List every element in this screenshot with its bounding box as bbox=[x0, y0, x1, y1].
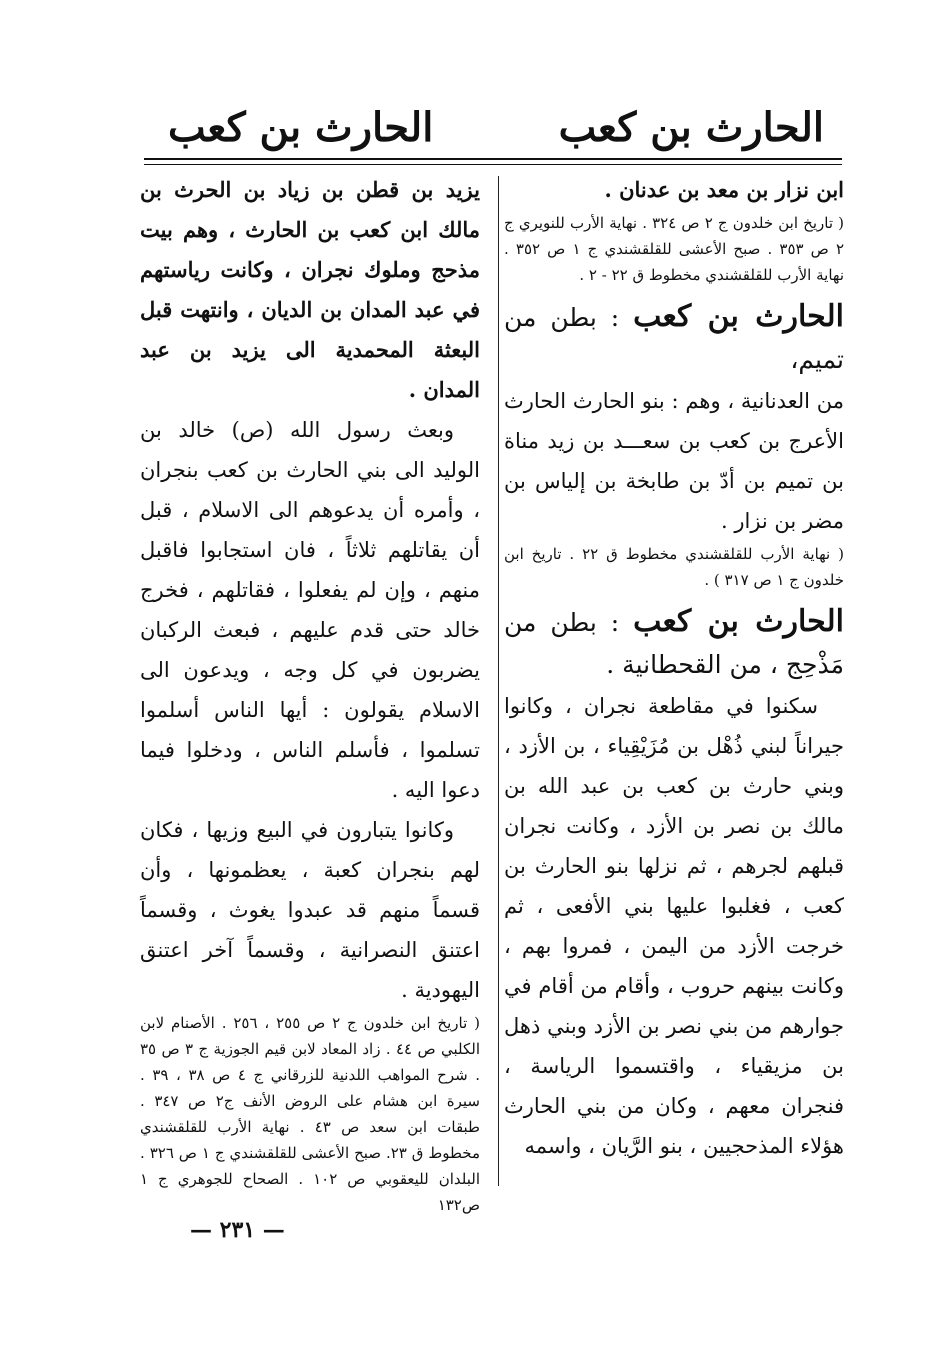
left-paragraph-2: وبعث رسول الله (ص) خالد بن الوليد الى بني الحارث بن كعب بنجران ، وأمره أن يدعوهم الى الاسلام ، قبل أن يقاتلهم ثلاثاً ، فان استجابوا فاقبل منهم ، وإن لم يفعلوا ، فقاتلهم ، فخرج خالد حتى قدم عليهم ، فبعث الركبان يضربون في كل وجه ، ويدعون الى الاسلام يقولون : أيها الناس أسلموا تسلموا ، فأسلم الناس ، ودخلوا فيما دعوا اليه . bbox=[140, 418, 480, 802]
entry-3-text: سكنوا في مقاطعة نجران ، وكانوا جيراناً لبني ذُهْل بن مُزَيْقِياء ، بن الأزد ، وبني حارث بن كعب بن عبد الله بن مالك بن نصر بن الأزد ، وكانت نجران قبلهم لجرهم ، ثم نزلها بنو الحارث بن كعب ، فغلبوا عليها بني الأفعى ، ثم خرجت الأزد من اليمن ، فمروا بهم ، وكانت بينهم حروب ، وأقام من أقام في جوارهم من بني نصر بن الأزد وبني ذهل بن مزيقياء ، واقتسموا الرياسة ، فنجران معهم ، وكان من بني الحارث هؤلاء المذحجيين ، بنو الرَّيان ، واسمه bbox=[504, 694, 844, 1158]
entry-2-footnote: ( نهاية الأرب للقلقشندي مخطوط ق ٢٢ . تاريخ ابن خلدون ج ١ ص ٣١٧ ) . bbox=[504, 545, 844, 589]
right-column bbox=[504, 170, 844, 1166]
left-column bbox=[140, 170, 480, 1224]
entry-2-heading bbox=[504, 296, 844, 381]
running-header-left: الحارث بن كعب bbox=[168, 104, 434, 151]
entry-2-descriptor: : بطن من تميم، bbox=[504, 303, 844, 374]
column-divider bbox=[498, 176, 499, 1186]
entry-1-continuation: ابن نزار بن معد بن عدنان . bbox=[604, 177, 844, 202]
left-footnote: ( تاريخ ابن خلدون ج ٢ ص ٢٥٥ ، ٢٥٦ . الأصنام لابن الكلبي ص ٤٤ . زاد المعاد لابن قيم الجوزية ج ٣ ص ٣٥ . شرح المواهب اللدنية للزرقاني ج ٤ ص ٣٨ ، ٣٩ . سيرة ابن هشام على الروض الأنف ج٢ ص ٣٤٧ . طبقات ابن سعد ص ٤٣ . نهاية الأرب للقلقشندي مخطوط ق ٢٣. صبح الأعشى للقلقشندي ج ١ ص ٣٢٦ . البلدان لليعقوبي ص ١٠٢ . الصحاح للجوهري ج ١ ص١٣٢ bbox=[140, 1014, 481, 1214]
running-header-right: الحارث بن كعب bbox=[558, 104, 824, 151]
entry-1-footnote: ( تاريخ ابن خلدون ج ٢ ص ٣٢٤ . نهاية الأرب للنويري ج ٢ ص ٣٥٣ . صبح الأعشى للقلقشندي ج ١ ص ٣٥٢ . نهاية الأرب للقلقشندي مخطوط ق ٢٢ - ٢ . bbox=[504, 214, 845, 284]
page-number: — ٢٣١ — bbox=[190, 1217, 285, 1243]
left-paragraph-3: وكانوا يتبارون في البيع وزيها ، فكان لهم بنجران كعبة ، يعظمونها ، وأن قسماً منهم قد عبدوا يغوث ، وقسماً اعتنق النصرانية ، وقسماً آخر اعتنق اليهودية . bbox=[140, 818, 480, 1002]
entry-3-headword: الحارث بن كعب bbox=[633, 604, 844, 639]
header-rule-thin bbox=[144, 164, 842, 165]
entry-2-headword: الحارث بن كعب bbox=[633, 299, 844, 334]
header-rule-thick bbox=[144, 158, 842, 160]
entry-3-descriptor: : بطن من مَذْحِج ، من القحطانية . bbox=[504, 608, 844, 679]
entry-3-heading bbox=[504, 601, 844, 686]
entry-2-text: من العدنانية ، وهم : بنو الحارث الحارث الأعرج بن كعب بن سعـــد بن زيد مناة بن تميم بن أدّ بن طابخة بن إلياس بن مضر بن نزار . bbox=[504, 389, 844, 533]
left-paragraph-1: يزيد بن قطن بن زياد بن الحرث بن مالك ابن كعب بن الحارث ، وهم بيت مذحج وملوك نجران ، وكانت رياستهم في عبد المدان بن الديان ، وانتهت قبل البعثة المحمدية الى يزيد بن عبد المدان . bbox=[140, 177, 480, 402]
